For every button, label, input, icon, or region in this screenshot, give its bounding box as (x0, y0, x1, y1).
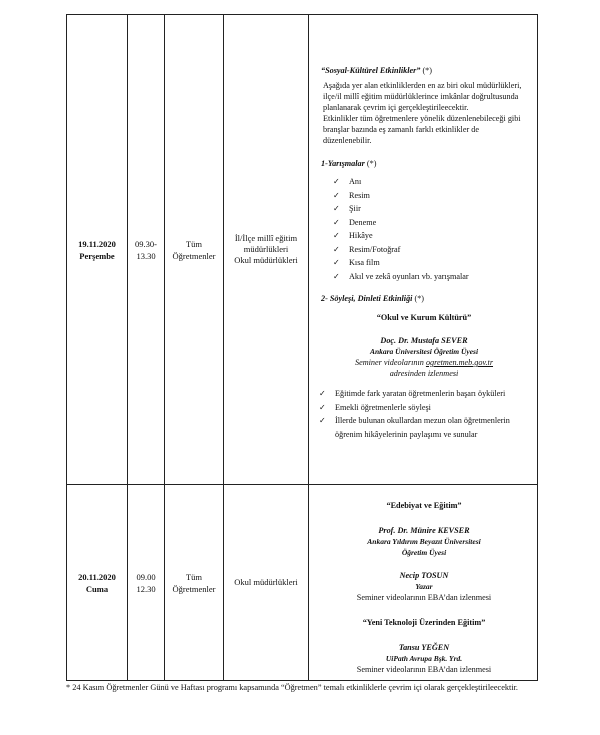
seminar-note-eba-1: Seminer videolarının EBA’dan izlenmesi (356, 593, 492, 602)
list-item: ✓ Resim (333, 189, 529, 203)
activity-title-line (319, 65, 529, 76)
list-item: ✓ Akıl ve zekâ oyunları vb. yarışmalar (333, 270, 529, 284)
list-item: ✓ Deneme (333, 216, 529, 230)
check-icon: ✓ (333, 258, 340, 267)
speaker-affiliation: Ankara Üniversitesi Öğretim Üyesi (369, 347, 479, 356)
check-icon: ✓ (333, 204, 340, 213)
organizer-cell (224, 15, 309, 485)
list-item: ✓ Anı (333, 175, 529, 189)
date-cell (67, 485, 128, 681)
schedule-row-friday (67, 485, 538, 681)
talk2-title: “Yeni Teknoloji Üzerinden Eğitim” (362, 618, 486, 627)
list-item: ✓ Hikâye (333, 229, 529, 243)
activity-title: “Sosyal-Kültürel Etkinlikler” (321, 66, 421, 75)
activity-scope-paragraph: Etkinlikler tüm öğretmenlere yönelik düzenlenebileceği gibi branşlar bazında eş zamanlı farklı etkinlikler de düzenlenebilir. (323, 114, 521, 145)
organizer-line-1: Okul müdürlükleri (234, 577, 298, 587)
organizer-line-3: Okul müdürlükleri (234, 255, 298, 265)
check-icon: ✓ (333, 244, 340, 254)
speaker3-affiliation: UiPath Avrupa Bşk. Yrd. (385, 654, 463, 663)
audience-line-2: Öğretmenler (172, 250, 216, 261)
talk-title: “Okul ve Kurum Kültürü” (376, 313, 472, 322)
speaker1-affiliation: Ankara Yıldırım Beyazıt Üniversitesi (367, 537, 481, 546)
list-item: ✓ Eğitimde fark yaratan öğretmenlerin başarı öyküleri (319, 387, 529, 401)
speaker1-affiliation-2: Öğretim Üyesi (401, 548, 447, 557)
list-item: ✓ İllerde bulunan okullardan mezun olan öğretmenlerin öğrenim hikâyelerinin paylaşımı ve sunular (319, 416, 510, 439)
talks-heading-suffix: (*) (412, 294, 425, 303)
organizer-line-2: müdürlükleri (243, 244, 289, 254)
time-cell (128, 485, 165, 681)
contests-heading-line (321, 158, 529, 169)
audience-line-2: Öğretmenler (172, 583, 216, 594)
contests-heading-suffix: (*) (364, 159, 377, 168)
date: 19.11.2020 (78, 238, 116, 249)
speaker2-affiliation: Yazar (415, 582, 433, 591)
organizer-cell (224, 485, 309, 681)
check-icon: ✓ (333, 231, 340, 240)
time-start: 09.00 (136, 571, 156, 582)
list-item: ✓ Emekli öğretmenlerle söyleşi (319, 401, 529, 415)
date: 20.11.2020 (78, 571, 116, 582)
schedule-table (66, 14, 538, 681)
check-icon: ✓ (333, 217, 340, 227)
speaker-name: Doç. Dr. Mustafa SEVER (380, 336, 468, 345)
day: Perşembe (79, 250, 115, 261)
activity-cell (309, 15, 538, 485)
talk1-title: “Edebiyat ve Eğitim” (386, 501, 462, 510)
contests-list (319, 175, 529, 283)
day: Cuma (85, 583, 109, 594)
activity-cell (309, 485, 538, 681)
activity-title-suffix: (*) (420, 66, 432, 75)
check-icon: ✓ (333, 177, 340, 186)
speaker3-name: Tansu YEĞEN (398, 643, 450, 652)
time-end: 13.30 (136, 250, 156, 261)
seminar-link[interactable]: ogretmen.meb.gov.tr (425, 358, 494, 367)
seminar-note-eba-2: Seminer videolarının EBA’dan izlenmesi (356, 665, 492, 674)
talks-heading: 2- Söyleşi, Dinleti Etkinliği (321, 294, 413, 303)
list-item: ✓ Şiir (333, 202, 529, 216)
talks-heading-line (321, 293, 529, 304)
contests-heading: 1-Yarışmalar (321, 159, 365, 168)
audience-line-1: Tüm (185, 238, 203, 249)
check-icon: ✓ (333, 271, 340, 281)
seminar-note-end: adresinden izlenmesi (389, 369, 459, 378)
list-item: ✓ Resim/Fotoğraf (333, 243, 529, 257)
seminar-note: Seminer videolarının ogretmen.meb.gov.tr (354, 358, 494, 367)
schedule-row-thursday (67, 15, 538, 485)
date-cell (67, 15, 128, 485)
organizer-line-1: İl/İlçe millî eğitim (234, 233, 298, 243)
activity-intro-paragraph: Aşağıda yer alan etkinliklerden en az biri okul müdürlükleri, ilçe/il millî eğitim müdürlüklerince imkânlar doğrultusunda planlanarak çevrim içi gerçekleştirileecektir. (323, 81, 522, 112)
list-item: ✓ Kısa film (333, 256, 529, 270)
check-icon: ✓ (319, 402, 326, 412)
audience-cell (165, 15, 224, 485)
check-icon: ✓ (333, 190, 340, 200)
footnote: * 24 Kasım Öğretmenler Günü ve Haftası programı kapsamında “Öğretmen” temalı etkinliklerle çevrim içi olarak gerçekleştirileecektir. (66, 683, 519, 692)
time-start: 09.30- (135, 238, 157, 249)
check-icon: ✓ (319, 389, 326, 398)
audience-line-1: Tüm (185, 571, 203, 582)
time-cell (128, 15, 165, 485)
talk-items-list (319, 387, 529, 441)
speaker2-name: Necip TOSUN (399, 571, 449, 580)
check-icon: ✓ (319, 416, 326, 425)
time-end: 12.30 (136, 583, 156, 594)
audience-cell (165, 485, 224, 681)
speaker1-name: Prof. Dr. Münire KEVSER (378, 526, 470, 535)
